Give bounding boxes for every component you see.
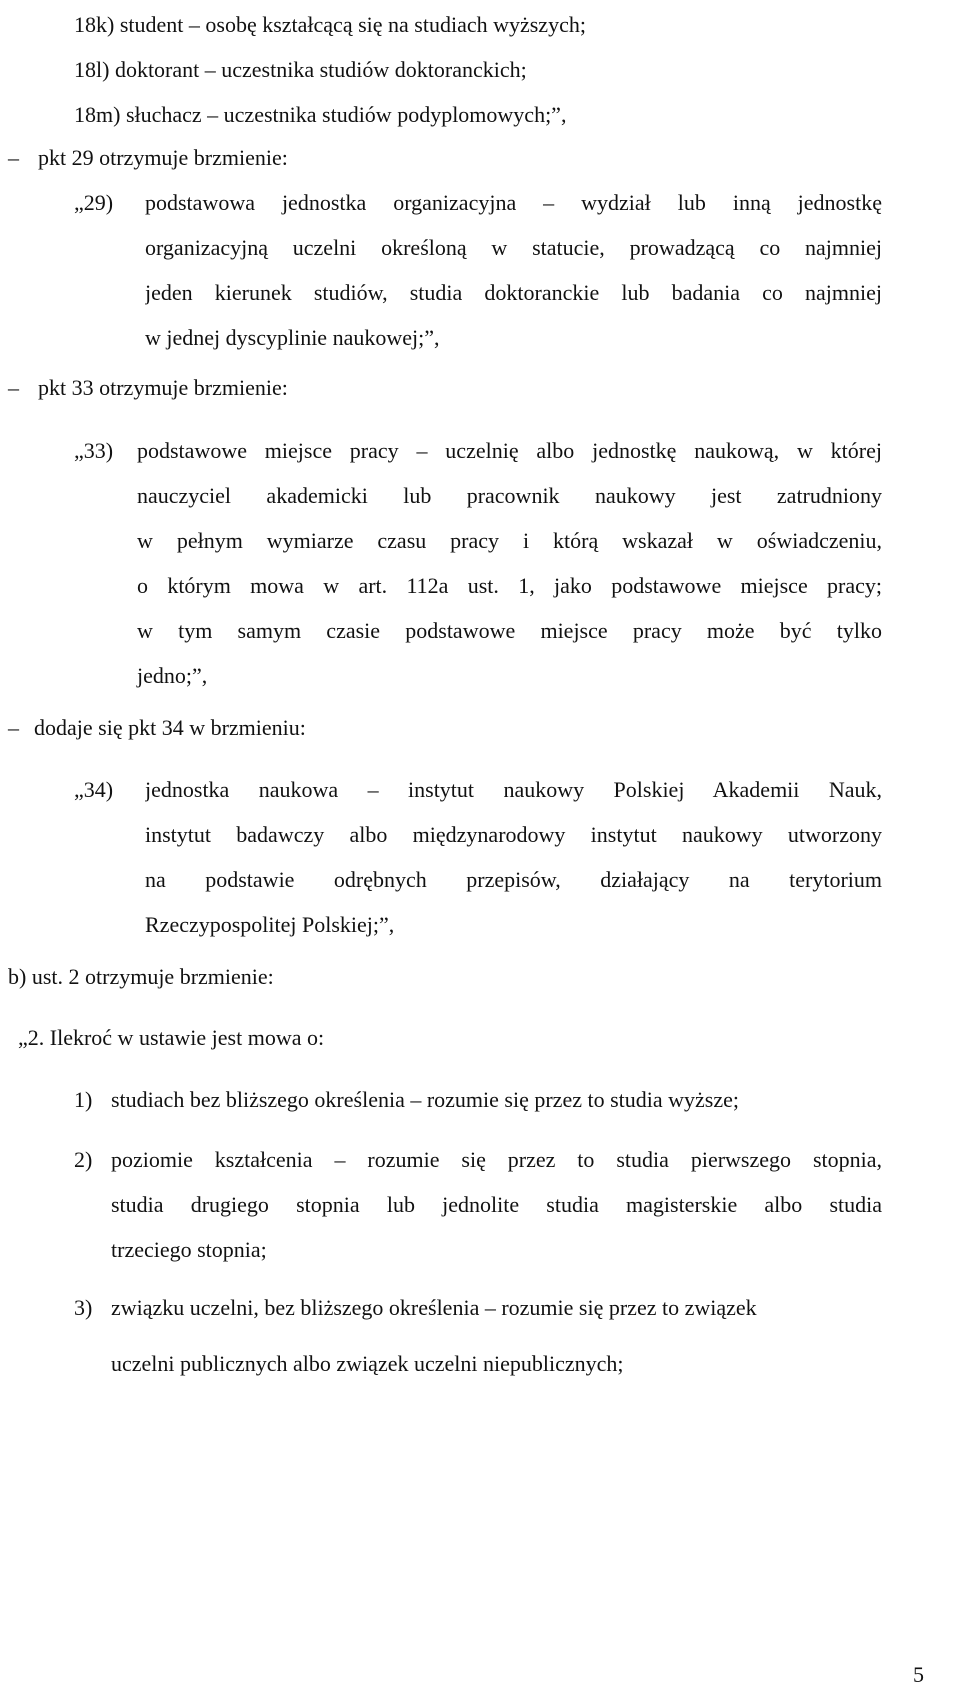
pkt33-line-5: w tym samym czasie podstawowe miejsce pracy może być tylko <box>137 618 882 643</box>
pkt29-heading-text: pkt 29 otrzymuje brzmienie: <box>38 145 288 170</box>
ust2-item-3-line-1: związku uczelni, bez bliższego określenia – rozumie się przez to związek <box>111 1295 757 1320</box>
pkt29-line-3: jeden kierunek studiów, studia doktoranckie lub badania co najmniej <box>145 280 882 305</box>
ust2-item-3 <box>74 1293 882 1323</box>
dash-bullet: – <box>8 715 19 740</box>
ust2-heading: b) ust. 2 otrzymuje brzmienie: <box>8 964 274 989</box>
ust2-item-1 <box>74 1085 882 1115</box>
pkt33-line-3: w pełnym wymiarze czasu pracy i którą wskazał w oświadczeniu, <box>137 528 882 553</box>
list-item-18l: 18l) doktorant – uczestnika studiów doktoranckich; <box>74 57 527 82</box>
ust2-item-2 <box>74 1145 882 1175</box>
ust2-item-2-line-1: poziomie kształcenia – rozumie się przez to studia pierwszego stopnia, <box>111 1147 882 1172</box>
pkt34-heading-text: dodaje się pkt 34 w brzmieniu: <box>34 715 306 740</box>
pkt29-line-4: w jednej dyscyplinie naukowej;”, <box>145 325 440 350</box>
ust2-item-1-line-1: studiach bez bliższego określenia – rozumie się przez to studia wyższe; <box>111 1087 739 1112</box>
pkt33-line-1: podstawowe miejsce pracy – uczelnię albo jednostkę naukową, w której <box>137 438 882 463</box>
pkt34-line-3: na podstawie odrębnych przepisów, działający na terytorium <box>145 867 882 892</box>
pkt33-definition <box>74 436 882 466</box>
ust2-item-2-number: 2) <box>74 1147 93 1172</box>
pkt33-line-6: jedno;”, <box>137 663 208 688</box>
pkt34-definition <box>74 775 882 805</box>
pkt29-heading <box>8 143 288 173</box>
pkt34-line-2: instytut badawczy albo międzynarodowy instytut naukowy utworzony <box>145 822 882 847</box>
pkt33-number: „33) <box>74 438 114 463</box>
dash-bullet: – <box>8 375 19 400</box>
pkt33-heading-text: pkt 33 otrzymuje brzmienie: <box>38 375 288 400</box>
pkt33-line-2: nauczyciel akademicki lub pracownik naukowy jest zatrudniony <box>137 483 882 508</box>
pkt34-heading <box>8 713 306 743</box>
pkt29-line-1: podstawowa jednostka organizacyjna – wydział lub inną jednostkę <box>145 190 882 215</box>
list-item-18m: 18m) słuchacz – uczestnika studiów podyplomowych;”, <box>74 102 567 127</box>
ust2-item-2-line-2: studia drugiego stopnia lub jednolite studia magisterskie albo studia <box>111 1192 882 1217</box>
list-item-18k: 18k) student – osobę kształcącą się na studiach wyższych; <box>74 12 586 37</box>
ust2-item-3-line-2: uczelni publicznych albo związek uczelni niepublicznych; <box>111 1351 624 1376</box>
pkt33-line-4: o którym mowa w art. 112a ust. 1, jako podstawowe miejsce pracy; <box>137 573 882 598</box>
pkt29-definition <box>74 188 882 218</box>
ust2-item-1-number: 1) <box>74 1087 93 1112</box>
dash-bullet: – <box>8 145 19 170</box>
pkt33-heading <box>8 373 288 403</box>
ust2-item-3-number: 3) <box>74 1295 93 1320</box>
page-number: 5 <box>913 1662 924 1687</box>
pkt29-number: „29) <box>74 190 114 215</box>
pkt34-line-1: jednostka naukowa – instytut naukowy Polskiej Akademii Nauk, <box>145 777 882 802</box>
pkt34-number: „34) <box>74 777 114 802</box>
pkt29-line-2: organizacyjną uczelni określoną w statucie, prowadzącą co najmniej <box>145 235 882 260</box>
ust2-intro: „2. Ilekroć w ustawie jest mowa o: <box>18 1025 325 1050</box>
pkt34-line-4: Rzeczypospolitej Polskiej;”, <box>145 912 395 937</box>
ust2-item-2-line-3: trzeciego stopnia; <box>111 1237 267 1262</box>
